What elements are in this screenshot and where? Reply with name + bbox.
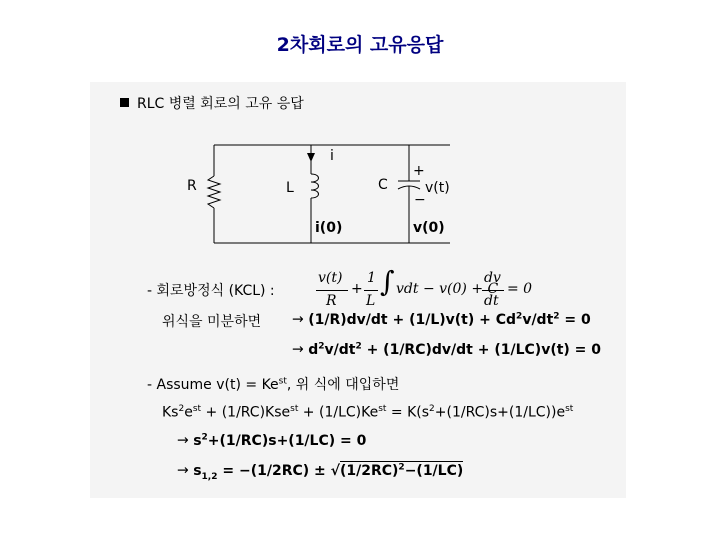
kcl-vt: v(t) (318, 270, 343, 286)
square-bullet-icon (120, 98, 129, 107)
kcl-equals-zero: = 0 (507, 281, 533, 297)
arrow-icon: → (177, 462, 189, 479)
page-title: 2차회로의 고유응답 (276, 34, 444, 56)
assume-line: - Assume $v(t) = Ke^{st}$, 위 식에 대입하면 (147, 376, 400, 393)
kcl-R: R (326, 293, 337, 309)
roots-equation (177, 462, 463, 481)
kcl-one: 1 (367, 270, 376, 286)
capacitor-label: C (378, 177, 388, 193)
normalized-equation-text: $d^2v/dt^2 + (1/RC)dv/dt + (1/LC)v(t) = 0$ (308, 341, 602, 358)
derivative-equation (292, 311, 591, 328)
differentiate-label: 위식을 미분하면 (162, 314, 262, 330)
characteristic-equation-text: $s^2+(1/RC)s+(1/LC) = 0$ (193, 432, 367, 449)
kcl-L: L (366, 293, 376, 309)
section-heading (120, 93, 304, 113)
characteristic-equation (177, 432, 366, 449)
voltage-label: v(t) (425, 180, 450, 196)
current-arrow-icon (307, 153, 315, 162)
kcl-fraction-bar-2 (364, 290, 378, 291)
kcl-dv: dv (484, 270, 501, 286)
inductor-label: L (286, 180, 294, 196)
kcl-integrand: vdt − v(0) + C (396, 281, 499, 297)
roots-equation-text: $s_{1,2} = -(1/2RC) \pm √(1/2RC)^2-(1/LC)$ (193, 462, 464, 482)
derivative-equation-text: $(1/R)dv/dt + (1/L)v(t) + Cd^2v/dt^2 = 0$ (308, 311, 591, 328)
kcl-integral: ∫ (380, 265, 395, 298)
substitution-line: $Ks^2e^{st} + (1/RC)Kse^{st} + (1/LC)Ke^{st} = K(s^2+(1/RC)s+(1/LC))e^{st}$ (162, 404, 574, 421)
normalized-equation (292, 341, 601, 358)
kcl-fraction-bar-3 (482, 290, 504, 291)
kcl-plus: + (351, 281, 363, 297)
current-label: i (330, 148, 334, 164)
arrow-icon: → (292, 311, 304, 328)
arrow-icon: → (292, 341, 304, 358)
initial-current-label: i(0) (315, 220, 343, 236)
kcl-fraction-bar-1 (316, 290, 348, 291)
section-heading-text: RLC 병렬 회로의 고유 응답 (137, 96, 304, 112)
arrow-icon: → (177, 432, 189, 449)
minus-label: − (414, 192, 426, 208)
plus-label: + (413, 163, 425, 179)
resistor-label: R (187, 178, 197, 194)
kcl-dt: dt (484, 293, 499, 309)
initial-voltage-label: v(0) (413, 220, 445, 236)
kcl-label: - 회로방정식 (KCL) : (147, 283, 275, 299)
